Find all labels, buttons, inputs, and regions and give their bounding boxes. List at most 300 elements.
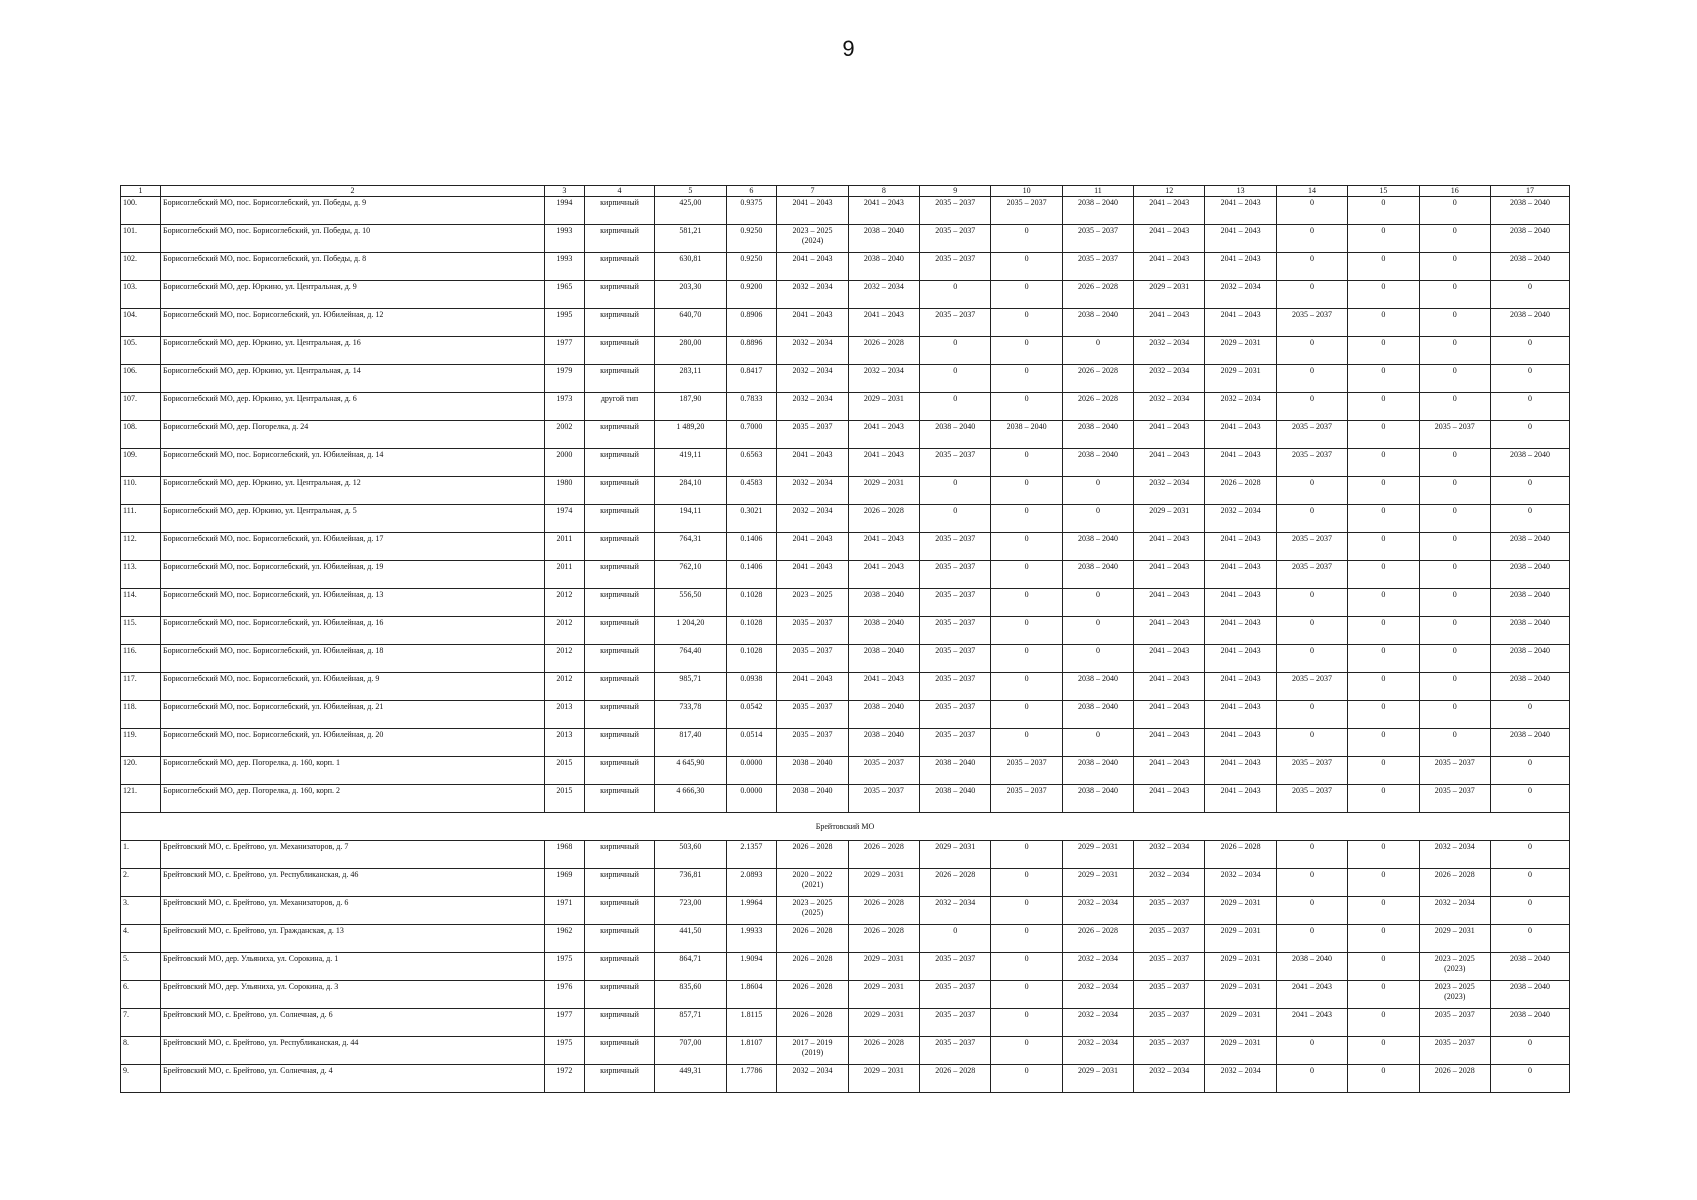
period-cell-c8: 2035 – 2037 — [848, 785, 919, 813]
period-range: 0 — [1452, 394, 1457, 403]
period-cell-c14: 0 — [1276, 505, 1347, 533]
period-cell-c17: 2038 – 2040 — [1490, 253, 1569, 281]
period-cell-c15: 0 — [1348, 365, 1419, 393]
period-cell-c14: 2041 – 2043 — [1276, 1009, 1347, 1037]
material-cell: кирпичный — [584, 589, 654, 617]
period-cell-c8: 2041 – 2043 — [848, 421, 919, 449]
material-cell: кирпичный — [584, 477, 654, 505]
period-cell-c11: 2038 – 2040 — [1062, 449, 1133, 477]
period-cell-c11: 2038 – 2040 — [1062, 561, 1133, 589]
table-row — [121, 981, 1570, 1009]
period-cell-c10: 0 — [991, 729, 1062, 757]
period-cell-c7 — [777, 225, 848, 253]
coefficient-cell: 0.0938 — [726, 673, 777, 701]
period-cell-c7 — [777, 1037, 848, 1065]
period-cell-c7 — [777, 561, 848, 589]
area-cell: 857,71 — [655, 1009, 726, 1037]
address-cell: Брейтовский МО, с. Брейтово, ул. Солнечная, д. 6 — [161, 1009, 545, 1037]
period-range: 2035 – 2037 — [1434, 758, 1475, 767]
table-row — [121, 869, 1570, 897]
period-cell-c17: 0 — [1490, 281, 1569, 309]
period-cell-c13: 2026 – 2028 — [1205, 841, 1276, 869]
year-cell: 1993 — [544, 253, 584, 281]
period-cell-c8: 2041 – 2043 — [848, 309, 919, 337]
period-cell-c10: 0 — [991, 505, 1062, 533]
address-cell: Борисоглебский МО, пос. Борисоглебский, ул. Юбилейная, д. 18 — [161, 645, 545, 673]
column-header: 6 — [726, 186, 777, 197]
material-cell: кирпичный — [584, 281, 654, 309]
period-cell-c8: 2026 – 2028 — [848, 1037, 919, 1065]
period-cell-c14: 2041 – 2043 — [1276, 981, 1347, 1009]
row-number: 110. — [121, 477, 161, 505]
period-cell-c13: 2029 – 2031 — [1205, 337, 1276, 365]
row-number: 9. — [121, 1065, 161, 1093]
period-cell-c10: 0 — [991, 1009, 1062, 1037]
address-cell: Брейтовский МО, с. Брейтово, ул. Республиканская, д. 44 — [161, 1037, 545, 1065]
period-cell-c12: 2041 – 2043 — [1134, 785, 1205, 813]
address-cell: Борисоглебский МО, дер. Юркино, ул. Центральная, д. 12 — [161, 477, 545, 505]
material-cell: кирпичный — [584, 1037, 654, 1065]
period-year-note: (2024) — [801, 236, 824, 245]
table-body-borisoglebsky — [121, 197, 1570, 813]
year-cell: 1979 — [544, 365, 584, 393]
row-number: 8. — [121, 1037, 161, 1065]
table-row — [121, 785, 1570, 813]
row-number: 119. — [121, 729, 161, 757]
period-cell-c12: 2035 – 2037 — [1134, 1009, 1205, 1037]
period-cell-c7 — [777, 673, 848, 701]
period-cell-c13: 2029 – 2031 — [1205, 897, 1276, 925]
address-cell: Борисоглебский МО, дер. Погорелка, д. 160, корп. 1 — [161, 757, 545, 785]
period-cell-c15: 0 — [1348, 1009, 1419, 1037]
column-header: 11 — [1062, 186, 1133, 197]
period-cell-c16 — [1419, 785, 1490, 813]
period-cell-c11: 2038 – 2040 — [1062, 533, 1133, 561]
period-range: 0 — [1452, 730, 1457, 739]
period-cell-c12: 2035 – 2037 — [1134, 925, 1205, 953]
table-row — [121, 225, 1570, 253]
year-cell: 1993 — [544, 225, 584, 253]
period-cell-c16 — [1419, 505, 1490, 533]
period-range: 2035 – 2037 — [1434, 1038, 1475, 1047]
period-cell-c14: 0 — [1276, 1037, 1347, 1065]
row-number: 1. — [121, 841, 161, 869]
period-range: 2035 – 2037 — [792, 702, 833, 711]
material-cell: кирпичный — [584, 617, 654, 645]
period-cell-c7 — [777, 645, 848, 673]
period-cell-c11: 2038 – 2040 — [1062, 197, 1133, 225]
row-number: 117. — [121, 673, 161, 701]
period-cell-c14: 0 — [1276, 253, 1347, 281]
period-cell-c15: 0 — [1348, 281, 1419, 309]
period-range: 2038 – 2040 — [792, 758, 833, 767]
material-cell: кирпичный — [584, 1009, 654, 1037]
period-cell-c9: 2035 – 2037 — [920, 1009, 991, 1037]
period-cell-c16 — [1419, 1065, 1490, 1093]
period-cell-c7 — [777, 281, 848, 309]
table-row — [121, 1037, 1570, 1065]
material-cell: другой тип — [584, 393, 654, 421]
period-cell-c11: 2035 – 2037 — [1062, 225, 1133, 253]
row-number: 7. — [121, 1009, 161, 1037]
period-cell-c12: 2041 – 2043 — [1134, 309, 1205, 337]
period-cell-c14: 2035 – 2037 — [1276, 533, 1347, 561]
period-cell-c16 — [1419, 673, 1490, 701]
coefficient-cell: 0.3021 — [726, 505, 777, 533]
period-cell-c7 — [777, 337, 848, 365]
period-cell-c9: 2035 – 2037 — [920, 1037, 991, 1065]
column-header: 5 — [655, 186, 726, 197]
column-header: 17 — [1490, 186, 1569, 197]
period-cell-c8: 2029 – 2031 — [848, 981, 919, 1009]
period-cell-c16 — [1419, 757, 1490, 785]
coefficient-cell: 1.9094 — [726, 953, 777, 981]
address-cell: Брейтовский МО, дер. Ульяниха, ул. Сорокина, д. 1 — [161, 953, 545, 981]
row-number: 116. — [121, 645, 161, 673]
period-range: 0 — [1452, 618, 1457, 627]
period-cell-c10: 2038 – 2040 — [991, 421, 1062, 449]
period-range: 0 — [1452, 674, 1457, 683]
coefficient-cell: 1.7786 — [726, 1065, 777, 1093]
section-title: Брейтовский МО — [121, 813, 1570, 841]
address-cell: Брейтовский МО, с. Брейтово, ул. Республиканская, д. 46 — [161, 869, 545, 897]
period-range: 2032 – 2034 — [1434, 898, 1475, 907]
material-cell: кирпичный — [584, 225, 654, 253]
period-cell-c9: 2035 – 2037 — [920, 729, 991, 757]
period-cell-c13: 2029 – 2031 — [1205, 1009, 1276, 1037]
period-cell-c16 — [1419, 1009, 1490, 1037]
area-cell: 4 666,30 — [655, 785, 726, 813]
material-cell: кирпичный — [584, 253, 654, 281]
period-range: 0 — [1452, 310, 1457, 319]
period-range: 0 — [1452, 646, 1457, 655]
table-row — [121, 533, 1570, 561]
period-range: 2035 – 2037 — [792, 422, 833, 431]
period-cell-c9: 2038 – 2040 — [920, 785, 991, 813]
period-cell-c17: 0 — [1490, 1065, 1569, 1093]
period-cell-c17: 0 — [1490, 757, 1569, 785]
period-range: 2041 – 2043 — [792, 254, 833, 263]
period-cell-c9: 2035 – 2037 — [920, 645, 991, 673]
period-cell-c13: 2041 – 2043 — [1205, 561, 1276, 589]
year-cell: 2002 — [544, 421, 584, 449]
period-cell-c15: 0 — [1348, 589, 1419, 617]
period-cell-c9: 2035 – 2037 — [920, 981, 991, 1009]
period-cell-c14: 0 — [1276, 365, 1347, 393]
period-cell-c14: 2035 – 2037 — [1276, 561, 1347, 589]
period-range: 2026 – 2028 — [792, 982, 833, 991]
period-cell-c9: 2035 – 2037 — [920, 533, 991, 561]
period-cell-c15: 0 — [1348, 1065, 1419, 1093]
area-cell: 707,00 — [655, 1037, 726, 1065]
period-year-note: (2025) — [801, 908, 824, 917]
address-cell: Борисоглебский МО, пос. Борисоглебский, ул. Юбилейная, д. 9 — [161, 673, 545, 701]
period-cell-c12: 2035 – 2037 — [1134, 1037, 1205, 1065]
period-cell-c16 — [1419, 421, 1490, 449]
material-cell: кирпичный — [584, 785, 654, 813]
coefficient-cell: 0.1406 — [726, 561, 777, 589]
period-cell-c13: 2041 – 2043 — [1205, 253, 1276, 281]
period-cell-c11: 2032 – 2034 — [1062, 1009, 1133, 1037]
area-cell: 419,11 — [655, 449, 726, 477]
table-row — [121, 393, 1570, 421]
coefficient-cell: 1.8604 — [726, 981, 777, 1009]
period-cell-c12: 2032 – 2034 — [1134, 337, 1205, 365]
period-cell-c15: 0 — [1348, 225, 1419, 253]
period-cell-c11: 0 — [1062, 505, 1133, 533]
material-cell: кирпичный — [584, 645, 654, 673]
period-range: 0 — [1452, 450, 1457, 459]
period-cell-c16 — [1419, 701, 1490, 729]
period-cell-c13: 2032 – 2034 — [1205, 505, 1276, 533]
period-range: 2032 – 2034 — [792, 478, 833, 487]
period-cell-c15: 0 — [1348, 1037, 1419, 1065]
period-year-note: (2023) — [1444, 992, 1466, 1001]
period-cell-c15: 0 — [1348, 785, 1419, 813]
period-cell-c8: 2029 – 2031 — [848, 1009, 919, 1037]
period-cell-c15: 0 — [1348, 617, 1419, 645]
table-row — [121, 925, 1570, 953]
period-cell-c9: 2026 – 2028 — [920, 869, 991, 897]
year-cell: 2013 — [544, 701, 584, 729]
period-cell-c14: 0 — [1276, 197, 1347, 225]
period-cell-c15: 0 — [1348, 393, 1419, 421]
coefficient-cell: 0.9250 — [726, 225, 777, 253]
period-cell-c17: 0 — [1490, 393, 1569, 421]
period-cell-c9: 2035 – 2037 — [920, 309, 991, 337]
row-number: 3. — [121, 897, 161, 925]
period-cell-c13: 2032 – 2034 — [1205, 869, 1276, 897]
period-cell-c14: 0 — [1276, 1065, 1347, 1093]
address-cell: Брейтовский МО, с. Брейтово, ул. Механизаторов, д. 6 — [161, 897, 545, 925]
period-cell-c15: 0 — [1348, 925, 1419, 953]
period-cell-c9: 0 — [920, 365, 991, 393]
period-cell-c10: 0 — [991, 617, 1062, 645]
address-cell: Борисоглебский МО, пос. Борисоглебский, ул. Победы, д. 9 — [161, 197, 545, 225]
coefficient-cell: 0.1028 — [726, 589, 777, 617]
period-cell-c11: 2035 – 2037 — [1062, 253, 1133, 281]
period-cell-c12: 2041 – 2043 — [1134, 197, 1205, 225]
period-cell-c7 — [777, 365, 848, 393]
period-cell-c12: 2032 – 2034 — [1134, 477, 1205, 505]
period-cell-c17: 0 — [1490, 841, 1569, 869]
period-cell-c16 — [1419, 337, 1490, 365]
coefficient-cell: 0.0000 — [726, 757, 777, 785]
period-cell-c16 — [1419, 897, 1490, 925]
period-cell-c15: 0 — [1348, 421, 1419, 449]
period-cell-c16 — [1419, 309, 1490, 337]
period-cell-c17: 2038 – 2040 — [1490, 197, 1569, 225]
period-cell-c13: 2041 – 2043 — [1205, 701, 1276, 729]
period-cell-c16 — [1419, 197, 1490, 225]
row-number: 101. — [121, 225, 161, 253]
period-cell-c14: 0 — [1276, 477, 1347, 505]
address-cell: Борисоглебский МО, пос. Борисоглебский, ул. Юбилейная, д. 14 — [161, 449, 545, 477]
year-cell: 1962 — [544, 925, 584, 953]
period-cell-c11: 2026 – 2028 — [1062, 365, 1133, 393]
period-cell-c17: 2038 – 2040 — [1490, 589, 1569, 617]
period-cell-c15: 0 — [1348, 757, 1419, 785]
period-cell-c14: 0 — [1276, 281, 1347, 309]
period-range: 0 — [1452, 254, 1457, 263]
period-cell-c11: 2038 – 2040 — [1062, 673, 1133, 701]
period-cell-c11: 2032 – 2034 — [1062, 1037, 1133, 1065]
period-cell-c17: 0 — [1490, 337, 1569, 365]
table-row — [121, 729, 1570, 757]
row-number: 121. — [121, 785, 161, 813]
period-cell-c12: 2041 – 2043 — [1134, 253, 1205, 281]
row-number: 4. — [121, 925, 161, 953]
period-cell-c14: 0 — [1276, 869, 1347, 897]
period-cell-c14: 2035 – 2037 — [1276, 309, 1347, 337]
period-cell-c17: 0 — [1490, 897, 1569, 925]
period-cell-c10: 0 — [991, 645, 1062, 673]
period-cell-c12: 2032 – 2034 — [1134, 393, 1205, 421]
year-cell: 2000 — [544, 449, 584, 477]
year-cell: 1976 — [544, 981, 584, 1009]
period-cell-c10: 0 — [991, 897, 1062, 925]
address-cell: Борисоглебский МО, дер. Погорелка, д. 160, корп. 2 — [161, 785, 545, 813]
period-range: 2032 – 2034 — [792, 338, 833, 347]
area-cell: 630,81 — [655, 253, 726, 281]
period-cell-c8: 2041 – 2043 — [848, 449, 919, 477]
period-range: 2023 – 2025 — [1434, 954, 1475, 963]
column-header: 4 — [584, 186, 654, 197]
period-cell-c12: 2041 – 2043 — [1134, 701, 1205, 729]
area-cell: 733,78 — [655, 701, 726, 729]
period-cell-c12: 2032 – 2034 — [1134, 841, 1205, 869]
period-cell-c7 — [777, 505, 848, 533]
period-cell-c16 — [1419, 981, 1490, 1009]
period-cell-c8: 2038 – 2040 — [848, 729, 919, 757]
period-cell-c14: 2035 – 2037 — [1276, 449, 1347, 477]
period-cell-c17: 2038 – 2040 — [1490, 617, 1569, 645]
period-cell-c7 — [777, 841, 848, 869]
period-cell-c11: 2029 – 2031 — [1062, 1065, 1133, 1093]
period-cell-c17: 0 — [1490, 477, 1569, 505]
table-row — [121, 365, 1570, 393]
period-cell-c15: 0 — [1348, 841, 1419, 869]
period-cell-c12: 2041 – 2043 — [1134, 645, 1205, 673]
period-cell-c11: 2026 – 2028 — [1062, 925, 1133, 953]
year-cell: 2012 — [544, 673, 584, 701]
period-cell-c17: 0 — [1490, 1037, 1569, 1065]
period-cell-c10: 0 — [991, 1037, 1062, 1065]
period-cell-c16 — [1419, 253, 1490, 281]
period-cell-c7 — [777, 253, 848, 281]
period-cell-c15: 0 — [1348, 477, 1419, 505]
period-cell-c14: 2035 – 2037 — [1276, 673, 1347, 701]
period-range: 0 — [1452, 198, 1457, 207]
period-cell-c13: 2041 – 2043 — [1205, 589, 1276, 617]
year-cell: 1977 — [544, 1009, 584, 1037]
material-cell: кирпичный — [584, 505, 654, 533]
period-range: 0 — [1452, 226, 1457, 235]
period-cell-c7 — [777, 897, 848, 925]
row-number: 100. — [121, 197, 161, 225]
row-number: 118. — [121, 701, 161, 729]
area-cell: 556,50 — [655, 589, 726, 617]
period-range: 2032 – 2034 — [792, 506, 833, 515]
area-cell: 817,40 — [655, 729, 726, 757]
period-cell-c12: 2041 – 2043 — [1134, 561, 1205, 589]
material-cell: кирпичный — [584, 925, 654, 953]
area-cell: 425,00 — [655, 197, 726, 225]
address-cell: Борисоглебский МО, пос. Борисоглебский, ул. Юбилейная, д. 21 — [161, 701, 545, 729]
material-cell: кирпичный — [584, 561, 654, 589]
period-cell-c10: 0 — [991, 841, 1062, 869]
period-cell-c15: 0 — [1348, 253, 1419, 281]
material-cell: кирпичный — [584, 337, 654, 365]
period-cell-c12: 2032 – 2034 — [1134, 365, 1205, 393]
period-cell-c14: 0 — [1276, 589, 1347, 617]
period-cell-c10: 0 — [991, 1065, 1062, 1093]
period-cell-c16 — [1419, 645, 1490, 673]
period-range: 2041 – 2043 — [792, 310, 833, 319]
material-cell: кирпичный — [584, 673, 654, 701]
table-row — [121, 897, 1570, 925]
column-header: 2 — [161, 186, 545, 197]
period-cell-c12: 2041 – 2043 — [1134, 589, 1205, 617]
table-row — [121, 589, 1570, 617]
table-row — [121, 281, 1570, 309]
period-cell-c10: 0 — [991, 589, 1062, 617]
period-cell-c8: 2026 – 2028 — [848, 897, 919, 925]
period-cell-c10: 0 — [991, 253, 1062, 281]
period-cell-c16 — [1419, 561, 1490, 589]
period-cell-c9: 2038 – 2040 — [920, 421, 991, 449]
year-cell: 1994 — [544, 197, 584, 225]
period-range: 2026 – 2028 — [792, 1010, 833, 1019]
period-cell-c9: 2035 – 2037 — [920, 673, 991, 701]
period-range: 2029 – 2031 — [1434, 926, 1475, 935]
period-cell-c14: 2035 – 2037 — [1276, 421, 1347, 449]
period-cell-c7 — [777, 533, 848, 561]
material-cell: кирпичный — [584, 533, 654, 561]
address-cell: Борисоглебский МО, дер. Юркино, ул. Центральная, д. 16 — [161, 337, 545, 365]
address-cell: Брейтовский МО, с. Брейтово, ул. Гражданская, д. 13 — [161, 925, 545, 953]
period-year-note: (2019) — [801, 1048, 824, 1057]
coefficient-cell: 1.9964 — [726, 897, 777, 925]
period-range: 2041 – 2043 — [792, 562, 833, 571]
period-cell-c9: 2032 – 2034 — [920, 897, 991, 925]
row-number: 113. — [121, 561, 161, 589]
period-range: 0 — [1452, 702, 1457, 711]
period-cell-c16 — [1419, 225, 1490, 253]
period-cell-c8: 2026 – 2028 — [848, 505, 919, 533]
period-cell-c14: 2035 – 2037 — [1276, 757, 1347, 785]
table-row — [121, 953, 1570, 981]
row-number: 103. — [121, 281, 161, 309]
year-cell: 1971 — [544, 897, 584, 925]
period-cell-c9: 0 — [920, 477, 991, 505]
period-cell-c8: 2026 – 2028 — [848, 841, 919, 869]
year-cell: 1968 — [544, 841, 584, 869]
period-range: 2023 – 2025 — [792, 226, 833, 235]
period-range: 0 — [1452, 590, 1457, 599]
period-cell-c15: 0 — [1348, 197, 1419, 225]
year-cell: 2012 — [544, 617, 584, 645]
row-number: 2. — [121, 869, 161, 897]
period-cell-c14: 0 — [1276, 925, 1347, 953]
period-range: 2023 – 2025 — [1434, 982, 1475, 991]
period-cell-c7 — [777, 925, 848, 953]
period-cell-c8: 2026 – 2028 — [848, 337, 919, 365]
period-cell-c8: 2029 – 2031 — [848, 393, 919, 421]
year-cell: 1972 — [544, 1065, 584, 1093]
period-cell-c14: 0 — [1276, 897, 1347, 925]
period-cell-c10: 0 — [991, 869, 1062, 897]
